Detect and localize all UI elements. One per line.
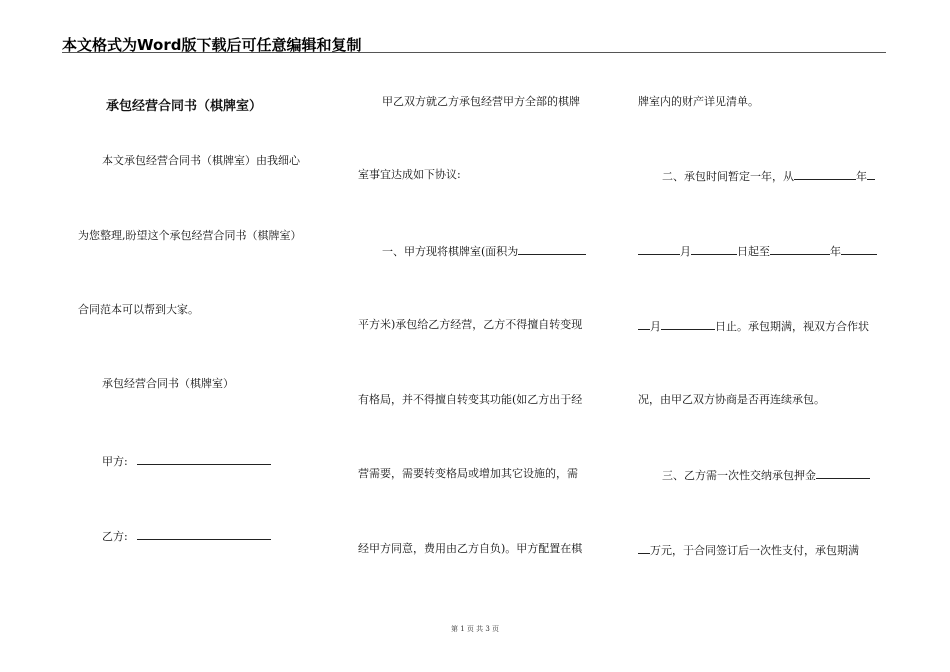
- col3-line-7: [638, 542, 859, 558]
- start-day-blank: [691, 243, 737, 255]
- year-label-2: 年: [830, 245, 841, 258]
- end-month-blank: [638, 318, 650, 330]
- party-a-label: 甲方:: [102, 455, 128, 468]
- end-year-blank: [770, 243, 830, 255]
- year-label-1: 年: [856, 170, 867, 183]
- intro-line-3: 合同范本可以帮到大家。: [78, 303, 199, 316]
- col3-line-2: [662, 168, 875, 184]
- col3-line-3: [638, 243, 877, 259]
- col2-line-6: 营需要，需要转变格局或增加其它设施的，需: [358, 467, 578, 480]
- col2-line-1: 甲乙双方就乙方承包经营甲方全部的棋牌: [382, 95, 580, 108]
- party-a-line: [102, 453, 271, 469]
- area-clause-text: 一、甲方现将棋牌室(面积为: [382, 245, 519, 258]
- area-blank: [518, 243, 586, 255]
- col2-line-7: 经甲方同意，费用由乙方自负)。甲方配置在棋: [358, 542, 583, 555]
- start-month-blank: [638, 243, 680, 255]
- col3-line-4: [638, 318, 869, 334]
- deposit-blank-cont: [638, 542, 650, 554]
- month-label-1: 月: [680, 245, 691, 258]
- page-number: 第 1 页 共 3 页: [450, 625, 500, 633]
- document-header: 本文格式为Word版下载后可任意编辑和复制: [62, 36, 362, 54]
- start-year-blank: [794, 168, 856, 180]
- month-label-2: 月: [650, 320, 661, 333]
- col2-line-4: 平方米)承包给乙方经营，乙方不得擅自转变现: [358, 318, 583, 331]
- party-a-blank: [137, 453, 271, 465]
- party-b-line: [102, 528, 271, 544]
- document-title: 承包经营合同书（棋牌室）: [106, 99, 263, 114]
- end-month-blank-lead: [841, 243, 877, 255]
- term-end-text: 日止。承包期满，视双方合作状: [715, 320, 869, 333]
- deposit-blank: [816, 467, 870, 479]
- from-to-label: 日起至: [737, 245, 770, 258]
- col3-line-1: 牌室内的财产详见清单。: [638, 95, 759, 108]
- header-divider: [62, 52, 886, 53]
- col2-line-3: [382, 243, 586, 259]
- col2-line-2: 室事宜达成如下协议:: [358, 168, 461, 181]
- term-clause-text: 二、承包时间暂定一年，从: [662, 170, 794, 183]
- deposit-clause-text: 三、乙方需一次性交纳承包押金: [662, 469, 816, 482]
- start-month-blank-lead: [867, 168, 875, 180]
- party-b-blank: [137, 528, 271, 540]
- col2-line-5: 有格局，并不得擅自转变其功能(如乙方出于经: [358, 393, 583, 406]
- col3-line-6: [662, 467, 870, 483]
- col3-line-5: 况，由甲乙双方协商是否再连续承包。: [638, 393, 825, 406]
- party-b-label: 乙方:: [102, 530, 128, 543]
- deposit-payment-text: 万元，于合同签订后一次性支付，承包期满: [650, 544, 859, 557]
- end-day-blank: [661, 318, 715, 330]
- intro-line-1: 本文承包经营合同书（棋牌室）由我细心: [102, 154, 300, 167]
- contract-subtitle: 承包经营合同书（棋牌室）: [102, 377, 234, 390]
- intro-line-2: 为您整理,盼望这个承包经营合同书（棋牌室）: [78, 229, 302, 242]
